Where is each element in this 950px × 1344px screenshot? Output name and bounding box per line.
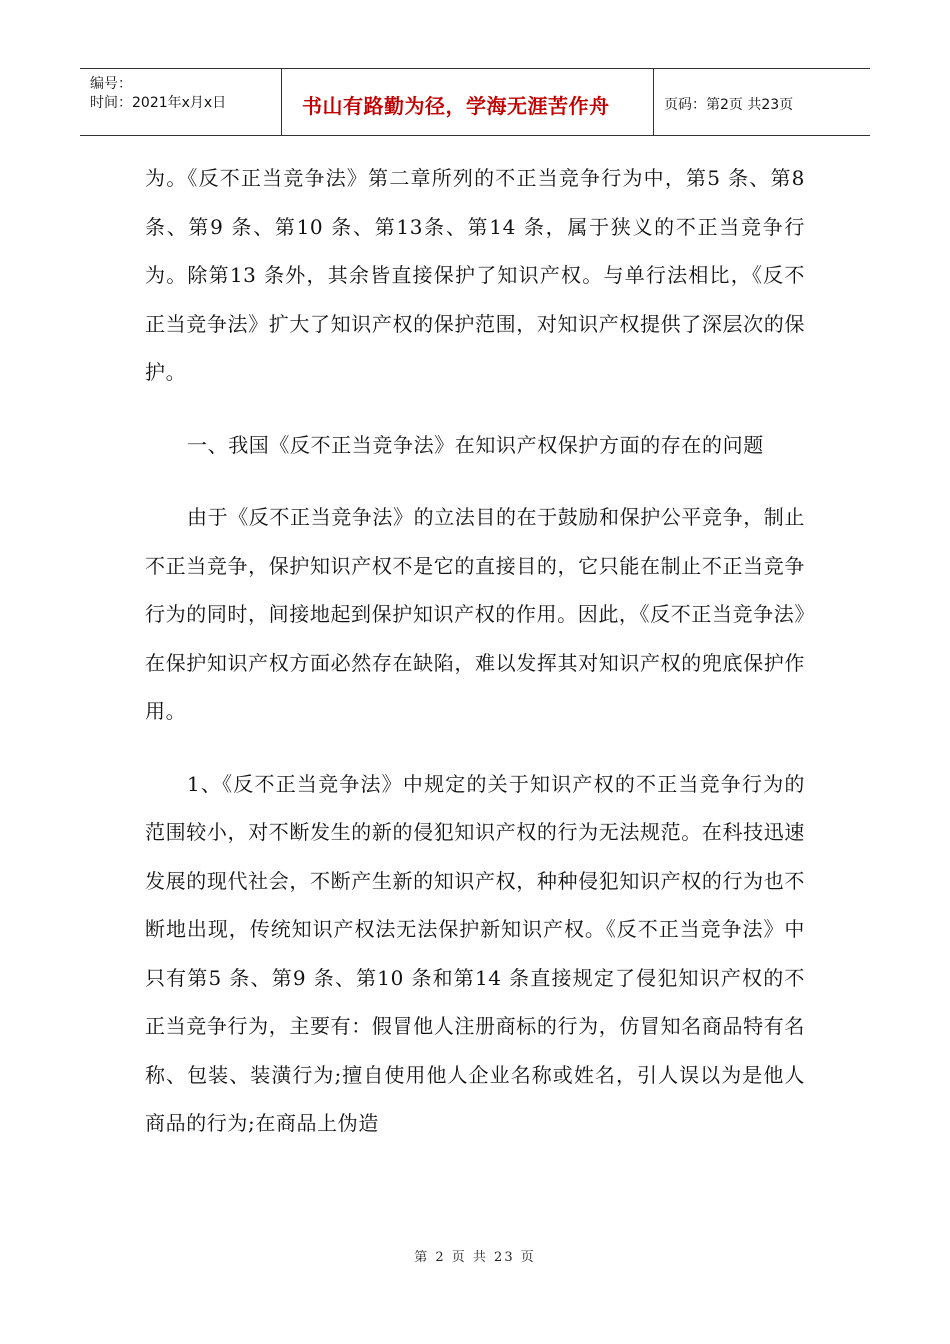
document-number-label: 编号： [90, 76, 132, 92]
document-header [80, 68, 870, 136]
paragraph-body: 由于《反不正当竞争法》的立法目的在于鼓励和保护公平竞争，制止不正当竞争，保护知识产权不是它的直接目的，它只能在制止不正当竞争行为的同时，间接地起到保护知识产权的作用。因此，《反不正当竞争法》在保护知识产权方面必然存在缺陷，难以发挥其对知识产权的兜底保护作用。 [145, 505, 805, 723]
header-motto: 书山有路勤为径，学海无涯苦作舟 [302, 93, 610, 118]
header-page-cell [654, 69, 870, 135]
document-date-label: 时间：2021年x月x日 [90, 95, 227, 111]
page-footer: 第 2 页 共 23 页 [414, 1250, 536, 1265]
section-heading: 一、我国《反不正当竞争法》在知识产权保护方面的存在的问题 [187, 432, 764, 457]
header-motto-cell [282, 69, 654, 135]
paragraph-point-1: 1、《反不正当竞争法》中规定的关于知识产权的不正当竞争行为的范围较小，对不断发生的新的侵犯知识产权的行为无法规范。在科技迅速发展的现代社会，不断产生新的知识产权，种种侵犯知识产权的行为也不断地出现，传统知识产权法无法保护新知识产权。《反不正当竞争法》中只有第5 条、第9 条、第10 条和第14 条直接规定了侵犯知识产权的不正当竞争行为，主要有：假冒他人注册商标的行为，仿冒知名商品特有名称、包装、装潢行为;擅自使用他人企业名称或姓名，引人误以为是他人商品的行为;在商品上伪造 [145, 771, 805, 1135]
document-body [145, 154, 805, 1148]
paragraph-continuation: 为。《反不正当竞争法》第二章所列的不正当竞争行为中，第5 条、第8 条、第9 条、第10 条、第13条、第14 条，属于狭义的不正当竞争行为。除第13 条外，其余皆直接保护了知识产权。与单行法相比，《反不正当竞争法》扩大了知识产权的保护范围，对知识产权提供了深层次的保护。 [145, 166, 805, 384]
header-meta-cell [80, 69, 282, 135]
header-page-info: 页码：第2页 共23页 [664, 97, 794, 113]
